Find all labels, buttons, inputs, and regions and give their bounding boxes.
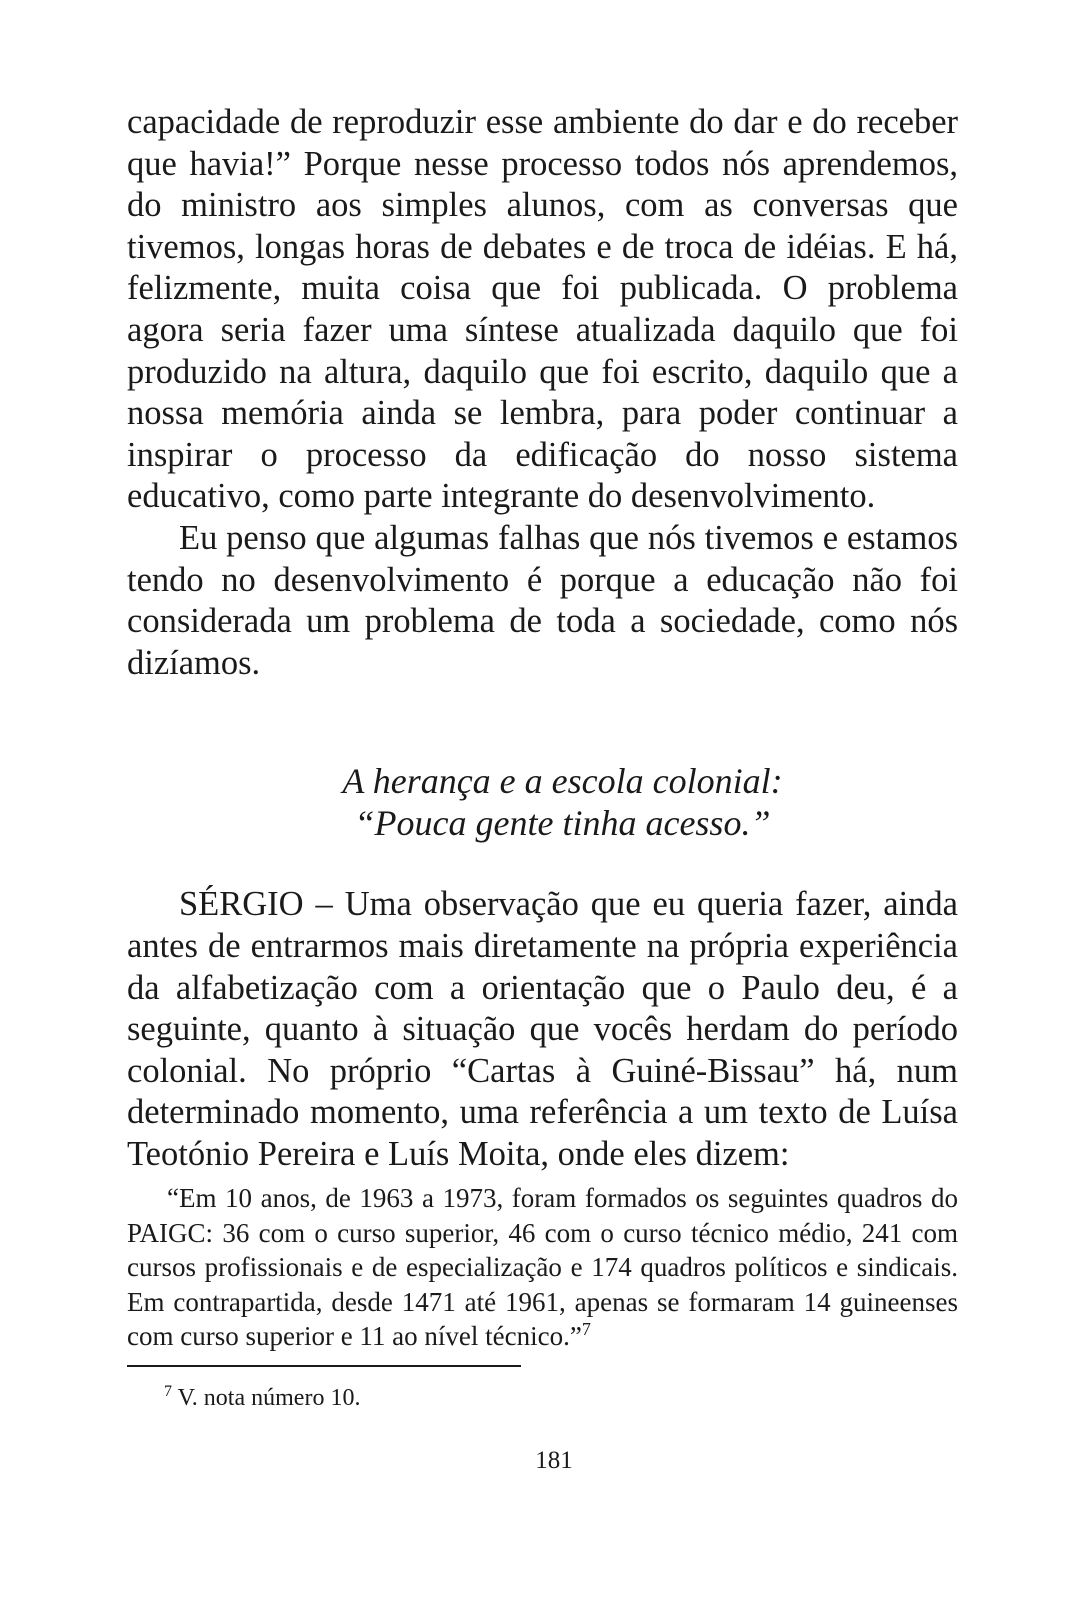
block-quote-text: “Em 10 anos, de 1963 a 1973, foram formados os seguintes quadros do PAIGC: 36 com o curso superior, 46 com o curso técnico médio, 241 com cursos profissionais e de especialização e 174 quadros políticos e sindicais. Em contrapartida, desde 1471 até 1961, apenas se formaram 14 guineenses com curso superior e 11 ao nível técnico.” xyxy=(127,1183,958,1352)
body-paragraph-2: Eu penso que algumas falhas que nós tivemos e estamos tendo no desenvolvimento é porque a educação não foi considerada um problema de toda a sociedade, como nós dizíamos. xyxy=(127,518,958,682)
footnote xyxy=(164,1383,360,1413)
section-heading xyxy=(167,760,958,844)
footnote-marker: 7 xyxy=(164,1383,172,1400)
page-number: 181 xyxy=(535,1447,573,1474)
block-quote xyxy=(127,1181,958,1354)
footnote-text: V. nota número 10. xyxy=(172,1385,361,1411)
page-body xyxy=(127,102,958,1354)
speaker-name: SÉRGIO xyxy=(179,885,304,924)
body-paragraph-1: capacidade de reproduzir esse ambiente do dar e do receber que havia!” Porque nesse processo todos nós aprendemos, do ministro aos simples alunos, com as conversas que tivemos, longas horas de debates e de troca de idéias. E há, felizmente, muita coisa que foi publicada. O problema agora seria fazer uma síntese atualizada daquilo que foi produzido na altura, daquilo que foi escrito, daquilo que a nossa memória ainda se lembra, para poder continuar a inspirar o processo da edificação do nosso sistema educativo, como parte integrante do desenvolvimento. xyxy=(127,103,958,516)
dialogue-text: – Uma observação que eu queria fazer, ainda antes de entrarmos mais diretamente na própria experiência da alfabetização com a orientação que o Paulo deu, é a seguinte, quanto à situação que vocês herdam do período colonial. No próprio “Cartas à Guiné-Bissau” há, num determinado momento, uma referência a um texto de Luísa Teotónio Pereira e Luís Moita, onde eles dizem: xyxy=(127,885,958,1173)
footnote-reference[interactable]: 7 xyxy=(581,1319,591,1340)
footnote-divider xyxy=(127,1365,521,1367)
section-heading-line-1: A herança e a escola colonial: xyxy=(342,761,783,802)
section-heading-line-2: “Pouca gente tinha acesso.” xyxy=(354,803,771,844)
dialogue-paragraph xyxy=(127,884,958,1175)
